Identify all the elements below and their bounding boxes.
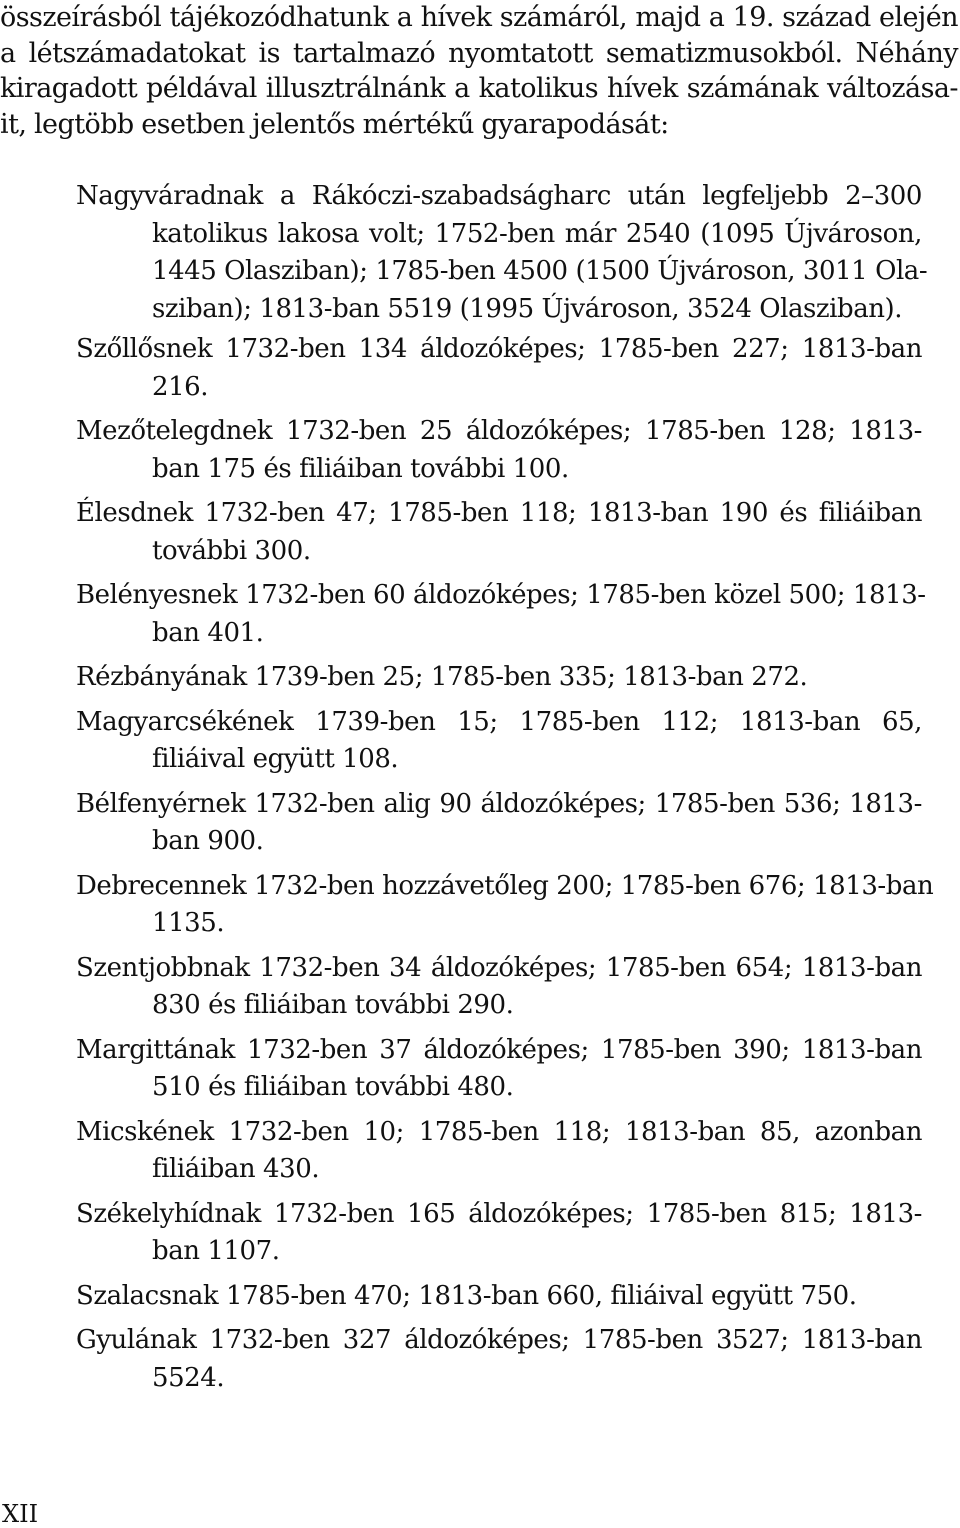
intro-line: a létszámadatokat is tartalmazó nyomtatott sematizmusokból. Néhány (0, 37, 958, 69)
parish-entry-belenyes (76, 577, 926, 652)
intro-paragraph (0, 0, 958, 142)
parish-entry-nagyvarad (76, 178, 928, 328)
entry-line: 1445 Olasziban); 1785-ben 4500 (1500 Újvároson, 3011 Ola- (152, 256, 928, 286)
entry-line: sziban); 1813-ban 5519 (1995 Újvároson, 3524 Olasziban). (152, 293, 903, 324)
entry-line: ban 175 és filiáiban további 100. (152, 453, 569, 484)
parish-entry-rezbanya (76, 659, 922, 697)
entry-line: Nagyváradnak a Rákóczi-szabadságharc után legfeljebb 2–300 (76, 181, 922, 211)
entry-line: Debrecennek 1732-ben hozzávetőleg 200; 1785-ben 676; 1813-ban (76, 870, 934, 901)
parish-entry-elesd (76, 495, 922, 570)
entry-line: 510 és filiáiban további 480. (152, 1072, 514, 1102)
entry-line: Mezőtelegdnek 1732-ben 25 áldozóképes; 1785-ben 128; 1813- (76, 416, 922, 446)
entry-line: további 300. (152, 535, 311, 566)
entry-line: filiáiban 430. (152, 1154, 320, 1184)
parish-entry-margitta (76, 1032, 922, 1107)
entry-line: 216. (152, 371, 209, 402)
entry-line: 5524. (152, 1362, 225, 1393)
page-number: XII (2, 1500, 39, 1528)
parish-entry-gyula (76, 1322, 922, 1397)
entry-line: Gyulának 1732-ben 327 áldozóképes; 1785-ben 3527; 1813-ban (76, 1325, 922, 1355)
entry-line: Micskének 1732-ben 10; 1785-ben 118; 1813-ban 85, azonban (76, 1116, 922, 1147)
parish-entry-szalacs (76, 1278, 922, 1316)
parish-entry-szollos (76, 331, 922, 406)
parish-entry-szekelyhid (76, 1196, 922, 1271)
parish-entry-mezotelegd (76, 413, 922, 488)
entry-line: Belényesnek 1732-ben 60 áldozóképes; 1785-ben közel 500; 1813- (76, 580, 926, 610)
entry-line: katolikus lakosa volt; 1752-ben már 2540 (1095 Újvároson, (152, 218, 922, 249)
entry-line: Szentjobbnak 1732-ben 34 áldozóképes; 1785-ben 654; 1813-ban (76, 952, 922, 983)
entry-line: Margittának 1732-ben 37 áldozóképes; 1785-ben 390; 1813-ban (76, 1034, 922, 1065)
entry-line: filiáival együtt 108. (152, 744, 399, 774)
entry-line: ban 900. (152, 826, 264, 856)
entry-line: Rézbányának 1739-ben 25; 1785-ben 335; 1813-ban 272. (76, 662, 808, 692)
parish-entry-micske (76, 1114, 922, 1189)
entry-line: Magyarcsékének 1739-ben 15; 1785-ben 112; 1813-ban 65, (76, 706, 922, 737)
parish-entry-szentjobb (76, 950, 922, 1025)
entry-line: Élesdnek 1732-ben 47; 1785-ben 118; 1813-ban 190 és filiáiban (76, 498, 922, 528)
entry-line: ban 401. (152, 617, 264, 648)
parish-entry-debrecen (76, 868, 934, 943)
intro-line: it, legtöbb esetben jelentős mértékű gyarapodását: (0, 108, 669, 140)
entry-line: Szőllősnek 1732-ben 134 áldozóképes; 1785-ben 227; 1813-ban (76, 334, 922, 364)
entry-line: 830 és filiáiban további 290. (152, 990, 514, 1020)
entry-line: Székelyhídnak 1732-ben 165 áldozóképes; 1785-ben 815; 1813- (76, 1198, 922, 1229)
parish-entry-magyarcseke (76, 704, 922, 779)
intro-line: összeírásból tájékozódhatunk a hívek számáról, majd a 19. század elején (0, 2, 958, 33)
parish-entry-belfenyer (76, 786, 922, 861)
entry-line: ban 1107. (152, 1236, 280, 1266)
entry-line: 1135. (152, 908, 225, 938)
entry-line: Szalacsnak 1785-ben 470; 1813-ban 660, filiáival együtt 750. (76, 1280, 857, 1311)
entry-line: Bélfenyérnek 1732-ben alig 90 áldozóképes; 1785-ben 536; 1813- (76, 788, 922, 819)
intro-line: kiragadott példával illusztrálnánk a katolikus hívek számának változása- (0, 73, 958, 104)
parish-entries-list (76, 178, 934, 1404)
